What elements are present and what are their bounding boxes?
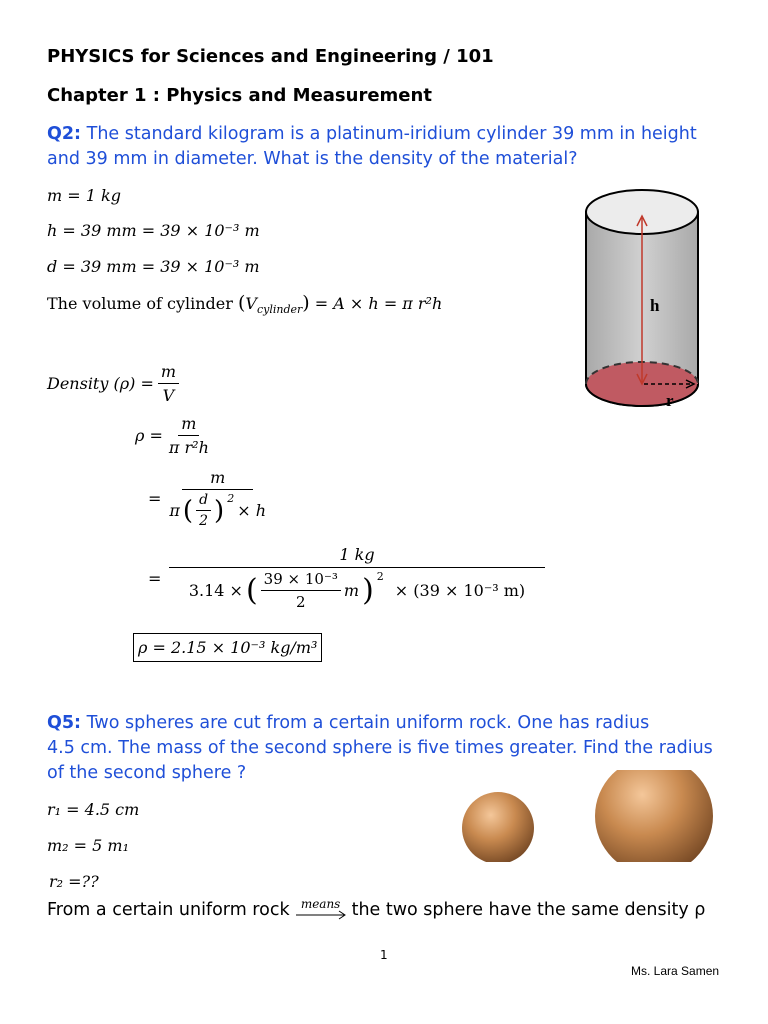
radius-label: r	[666, 391, 674, 410]
q2-text-line1: The standard kilogram is a platinum-iridium cylinder 39 mm in height	[86, 124, 697, 144]
given-diameter: d = 39 mm = 39 × 10⁻³ m	[47, 257, 260, 276]
density-step1	[135, 414, 209, 457]
chapter-title: Chapter 1 : Physics and Measurement	[47, 85, 432, 106]
small-sphere	[462, 792, 534, 862]
q5-text-line1: Two spheres are cut from a certain uniform rock. One has radius	[86, 713, 650, 733]
given-r2: r₂ =??	[49, 872, 99, 891]
height-label: h	[650, 296, 660, 315]
density-step3: = 1 kg 3.14 × ( $\frac{\text{39 × 10⁻³}}{2}$ m ) $^2$ × (39 × 10⁻³ m)	[148, 545, 545, 611]
q2-text-line2: and 39 mm in diameter. What is the density of the material?	[47, 149, 578, 169]
given-mass: m = 1 kg	[47, 186, 121, 205]
step1-denominator: π r²h	[168, 438, 209, 457]
conclusion-b: the two sphere have the same density ρ	[351, 900, 706, 920]
cylinder-figure	[582, 186, 702, 426]
step3-frac-den: 2	[296, 593, 306, 611]
q5-label: Q5:	[47, 713, 82, 733]
volume-formula: The volume of cylinder $(V_{cylinder}) = A \times h = \pi$ r²h	[47, 292, 443, 317]
rho-equals: ρ =	[135, 426, 163, 445]
density-definition: Density (ρ) = $\frac{m}{V}$	[47, 362, 179, 405]
means-arrow	[296, 898, 346, 920]
q2-label: Q2:	[47, 124, 82, 144]
volume-rest: = A × h = π r²h	[314, 294, 443, 313]
conclusion-line	[47, 898, 705, 920]
step2-numerator: m	[182, 468, 253, 490]
q2-question	[47, 122, 723, 172]
q5-text-line3: of the second sphere ?	[47, 763, 247, 783]
density-label: Density (ρ) =	[47, 374, 154, 393]
arrow-label: means	[300, 897, 341, 911]
spheres-figure	[456, 770, 720, 862]
author: Ms. Lara Samen	[631, 964, 720, 978]
conclusion-a: From a certain uniform rock	[47, 900, 290, 920]
right-arrow-icon	[296, 910, 346, 920]
step3-den-a: 3.14 ×	[188, 581, 243, 600]
given-height: h = 39 mm = 39 × 10⁻³ m	[47, 221, 260, 240]
q5-text-line2: 4.5 cm. The mass of the second sphere is five times greater. Find the radius	[47, 738, 713, 758]
q2-answer: ρ = 2.15 × 10⁻³ kg/m³	[133, 633, 322, 662]
large-sphere	[595, 770, 713, 862]
density-step2: = m π ( $\frac{d}{2}$ ) $^2$ × h	[148, 468, 266, 529]
volume-prefix: The volume of cylinder	[47, 294, 238, 313]
given-m2: m₂ = 5 m₁	[47, 836, 130, 855]
step3-numerator: 1 kg	[169, 545, 544, 568]
page-number: 1	[380, 948, 388, 962]
step3-den-b: × (39 × 10⁻³ m)	[394, 581, 526, 600]
step1-numerator: m	[178, 414, 199, 436]
step3-frac-num: 39 × 10⁻³	[261, 570, 341, 591]
given-r1: r₁ = 4.5 cm	[47, 800, 140, 819]
course-title: PHYSICS for Sciences and Engineering / 101	[47, 46, 494, 67]
